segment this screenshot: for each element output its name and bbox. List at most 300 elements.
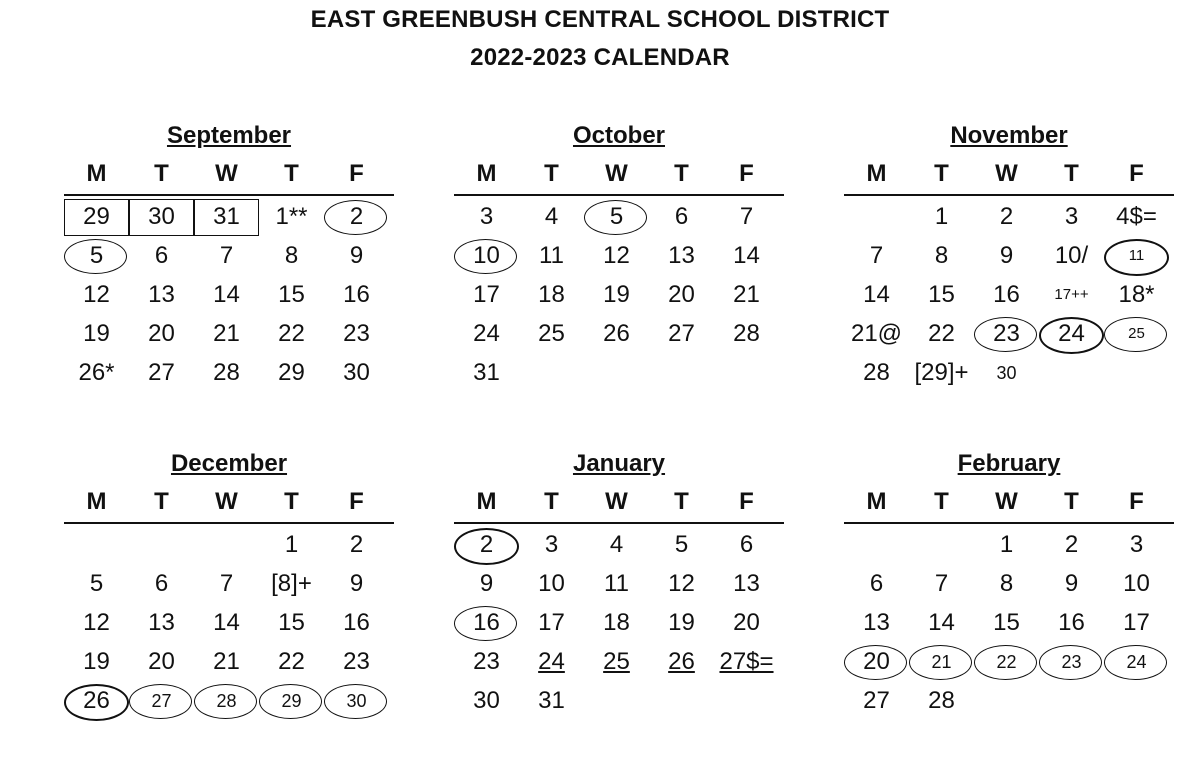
day-label: 14: [733, 242, 760, 269]
day-label: 15: [278, 609, 305, 636]
day-cell: [194, 199, 259, 235]
day-label: 7: [739, 203, 754, 230]
day-label: 1: [934, 203, 949, 230]
day-label: 26: [83, 687, 110, 714]
day-cell: [129, 683, 194, 719]
day-cell: [909, 238, 974, 274]
day-cell: [1104, 566, 1169, 602]
day-cell: [129, 605, 194, 641]
day-cell: [64, 605, 129, 641]
day-cell: [649, 527, 714, 563]
day-label: 16: [343, 281, 370, 308]
day-label: 16: [343, 609, 370, 636]
day-label: 17++: [1054, 286, 1089, 303]
day-label: 7: [869, 242, 884, 269]
day-label: 28: [928, 687, 955, 714]
day-label: 28: [733, 320, 760, 347]
day-cell: [714, 316, 779, 352]
day-label: 5: [674, 531, 689, 558]
day-cell: [649, 605, 714, 641]
weekday-header: T: [1064, 488, 1079, 515]
day-cell: [1039, 277, 1104, 313]
header-rule: [844, 522, 1174, 524]
day-label: 24: [1126, 652, 1147, 672]
day-label: 10/: [1054, 242, 1089, 269]
day-label: 17: [1123, 609, 1150, 636]
day-cell: [844, 644, 909, 680]
day-label: 21: [213, 320, 240, 347]
day-label: 9: [349, 242, 364, 269]
day-cell: [974, 566, 1039, 602]
day-label: 30: [996, 363, 1017, 383]
day-cell: [1104, 277, 1169, 313]
day-label: 22: [278, 648, 305, 675]
month-calendar-february: [844, 449, 1174, 749]
day-label: 22: [278, 320, 305, 347]
day-label: [29]+: [914, 359, 969, 386]
day-label: 2: [479, 531, 494, 558]
day-label: 24: [538, 648, 565, 675]
day-label: 20: [148, 648, 175, 675]
weekday-header: W: [995, 488, 1018, 515]
day-label: 5: [609, 203, 624, 230]
day-cell: [909, 566, 974, 602]
weekday-header: T: [544, 488, 559, 515]
day-label: 30: [343, 359, 370, 386]
day-cell: [259, 277, 324, 313]
day-label: 12: [668, 570, 695, 597]
weekday-header: W: [215, 160, 238, 187]
day-cell: [519, 683, 584, 719]
day-label: 2: [1064, 531, 1079, 558]
day-cell: [324, 316, 389, 352]
day-label: 2: [349, 531, 364, 558]
day-cell: [64, 316, 129, 352]
day-cell: [519, 605, 584, 641]
month-name: September: [166, 122, 292, 149]
day-label: 30: [148, 203, 175, 230]
day-cell: [194, 605, 259, 641]
day-label: 4: [544, 203, 559, 230]
day-label: 13: [148, 281, 175, 308]
day-cell: [584, 644, 649, 680]
day-label: 14: [863, 281, 890, 308]
day-cell: [974, 277, 1039, 313]
day-label: 8: [934, 242, 949, 269]
day-cell: [844, 238, 909, 274]
day-cell: [519, 199, 584, 235]
day-label: 11: [1128, 247, 1145, 264]
day-label: 21: [213, 648, 240, 675]
day-label: 6: [869, 570, 884, 597]
calendar-title: 2022-2023 CALENDAR: [470, 44, 730, 71]
day-label: 23: [993, 320, 1020, 347]
day-cell: [519, 277, 584, 313]
day-cell: [909, 683, 974, 719]
day-label: 15: [928, 281, 955, 308]
day-label: 10: [473, 242, 500, 269]
month-calendar-january: [454, 449, 784, 749]
month-name: December: [170, 450, 288, 477]
day-cell: [64, 355, 129, 391]
day-label: 31: [213, 203, 240, 230]
day-label: 3: [1064, 203, 1079, 230]
day-cell: [194, 644, 259, 680]
day-cell: [909, 199, 974, 235]
month-name: November: [950, 122, 1068, 149]
weekday-header: F: [1129, 488, 1144, 515]
day-label: 20: [668, 281, 695, 308]
day-cell: [324, 683, 389, 719]
weekday-header: M: [476, 488, 497, 515]
day-cell: [584, 605, 649, 641]
day-cell: [844, 355, 909, 391]
day-cell: [194, 355, 259, 391]
weekday-header: F: [739, 488, 754, 515]
weekday-header: T: [284, 160, 299, 187]
day-label: 6: [154, 242, 169, 269]
day-cell: [974, 316, 1039, 352]
day-label: 10: [538, 570, 565, 597]
day-label: 27$=: [719, 648, 774, 675]
day-label: 19: [83, 320, 110, 347]
day-cell: [194, 238, 259, 274]
day-label: 12: [83, 609, 110, 636]
day-cell: [454, 683, 519, 719]
day-cell: [324, 527, 389, 563]
day-cell: [909, 644, 974, 680]
weekday-header: F: [1129, 160, 1144, 187]
header-rule: [64, 194, 394, 196]
day-cell: [64, 566, 129, 602]
weekday-header: T: [674, 160, 689, 187]
day-cell: [64, 277, 129, 313]
weekday-header: M: [866, 160, 887, 187]
day-label: 19: [83, 648, 110, 675]
day-cell: [1104, 199, 1169, 235]
day-cell: [1039, 199, 1104, 235]
day-label: 9: [1064, 570, 1079, 597]
day-cell: [259, 238, 324, 274]
day-cell: [324, 238, 389, 274]
day-label: 15: [278, 281, 305, 308]
day-cell: [649, 199, 714, 235]
day-label: 9: [479, 570, 494, 597]
weekday-header: T: [154, 488, 169, 515]
day-cell: [584, 527, 649, 563]
day-label: 25: [603, 648, 630, 675]
day-cell: [844, 683, 909, 719]
day-cell: [844, 316, 909, 352]
day-cell: [519, 238, 584, 274]
day-cell: [129, 644, 194, 680]
day-cell: [714, 605, 779, 641]
day-label: 23: [473, 648, 500, 675]
day-label: 6: [154, 570, 169, 597]
day-cell: [259, 683, 324, 719]
day-cell: [1039, 316, 1104, 352]
day-cell: [129, 316, 194, 352]
day-cell: [129, 199, 194, 235]
day-label: 7: [934, 570, 949, 597]
day-label: 12: [603, 242, 630, 269]
day-cell: [64, 683, 129, 719]
day-label: [8]+: [271, 570, 312, 597]
day-cell: [324, 199, 389, 235]
day-cell: [259, 644, 324, 680]
header-rule: [64, 522, 394, 524]
day-cell: [1104, 644, 1169, 680]
day-cell: [714, 199, 779, 235]
day-label: 9: [349, 570, 364, 597]
weekday-header: T: [674, 488, 689, 515]
day-label: 13: [863, 609, 890, 636]
day-cell: [519, 316, 584, 352]
weekday-header: W: [995, 160, 1018, 187]
day-cell: [844, 277, 909, 313]
day-cell: [324, 605, 389, 641]
day-label: 9: [999, 242, 1014, 269]
day-cell: [454, 277, 519, 313]
day-label: 26: [668, 648, 695, 675]
day-cell: [649, 316, 714, 352]
day-cell: [1039, 605, 1104, 641]
day-cell: [974, 527, 1039, 563]
day-cell: [454, 644, 519, 680]
day-cell: [324, 644, 389, 680]
day-label: 26*: [78, 359, 115, 386]
day-label: 20: [863, 648, 890, 675]
day-cell: [974, 238, 1039, 274]
weekday-header: F: [349, 488, 364, 515]
day-label: 24: [473, 320, 500, 347]
day-label: 13: [148, 609, 175, 636]
day-label: 21@: [850, 320, 903, 347]
day-cell: [714, 527, 779, 563]
day-cell: [259, 527, 324, 563]
day-cell: [129, 277, 194, 313]
day-cell: [649, 238, 714, 274]
header-rule: [454, 522, 784, 524]
day-cell: [1104, 527, 1169, 563]
day-label: 13: [733, 570, 760, 597]
day-label: 19: [603, 281, 630, 308]
day-label: 18: [538, 281, 565, 308]
day-cell: [974, 644, 1039, 680]
weekday-header: M: [86, 160, 107, 187]
day-label: 2: [349, 203, 364, 230]
day-cell: [1104, 316, 1169, 352]
day-label: 23: [343, 648, 370, 675]
day-cell: [194, 277, 259, 313]
day-label: 14: [928, 609, 955, 636]
day-label: 29: [83, 203, 110, 230]
day-cell: [909, 277, 974, 313]
day-cell: [454, 199, 519, 235]
month-name: February: [957, 450, 1061, 477]
day-label: 16: [993, 281, 1020, 308]
weekday-header: M: [866, 488, 887, 515]
day-cell: [324, 355, 389, 391]
day-cell: [454, 566, 519, 602]
weekday-header: T: [284, 488, 299, 515]
day-label: 27: [863, 687, 890, 714]
district-title: EAST GREENBUSH CENTRAL SCHOOL DISTRICT: [310, 6, 890, 33]
day-label: 23: [1061, 652, 1082, 672]
day-label: 31: [473, 359, 500, 386]
day-label: 12: [83, 281, 110, 308]
day-cell: [519, 566, 584, 602]
day-cell: [194, 683, 259, 719]
day-label: 18*: [1118, 281, 1155, 308]
day-cell: [454, 238, 519, 274]
day-label: 19: [668, 609, 695, 636]
day-cell: [1104, 238, 1169, 274]
day-label: 8: [284, 242, 299, 269]
day-label: 29: [278, 359, 305, 386]
day-cell: [1104, 605, 1169, 641]
day-cell: [584, 566, 649, 602]
day-label: 22: [928, 320, 955, 347]
day-label: 11: [604, 570, 629, 597]
day-cell: [519, 527, 584, 563]
day-cell: [714, 644, 779, 680]
day-cell: [454, 316, 519, 352]
day-cell: [1039, 527, 1104, 563]
month-name: January: [572, 450, 666, 477]
day-cell: [454, 355, 519, 391]
day-cell: [909, 316, 974, 352]
day-label: 21: [931, 652, 952, 672]
weekday-header: F: [349, 160, 364, 187]
day-cell: [194, 316, 259, 352]
day-cell: [584, 199, 649, 235]
day-label: 24: [1058, 320, 1085, 347]
weekday-header: T: [1064, 160, 1079, 187]
day-cell: [649, 644, 714, 680]
day-label: 26: [603, 320, 630, 347]
weekday-header: F: [739, 160, 754, 187]
day-label: 28: [216, 691, 237, 711]
day-cell: [519, 644, 584, 680]
day-label: 5: [89, 242, 104, 269]
day-cell: [64, 644, 129, 680]
day-cell: [64, 238, 129, 274]
day-cell: [584, 238, 649, 274]
day-cell: [909, 355, 974, 391]
day-cell: [714, 238, 779, 274]
weekday-header: W: [605, 160, 628, 187]
header-rule: [844, 194, 1174, 196]
day-cell: [974, 605, 1039, 641]
day-cell: [1039, 238, 1104, 274]
day-label: 6: [739, 531, 754, 558]
day-label: 30: [346, 691, 367, 711]
day-label: 1: [999, 531, 1014, 558]
day-label: 25: [1128, 325, 1145, 342]
day-cell: [844, 605, 909, 641]
day-label: 27: [668, 320, 695, 347]
month-calendar-september: [64, 121, 394, 421]
day-cell: [974, 355, 1039, 391]
day-cell: [584, 277, 649, 313]
day-label: 20: [733, 609, 760, 636]
day-label: 1: [284, 531, 299, 558]
month-name: October: [572, 122, 665, 149]
day-cell: [259, 605, 324, 641]
header-rule: [454, 194, 784, 196]
day-label: 1**: [275, 203, 308, 230]
day-label: 11: [539, 242, 564, 269]
day-label: 4$=: [1116, 203, 1157, 230]
day-label: 7: [219, 242, 234, 269]
day-label: 17: [538, 609, 565, 636]
day-label: 28: [213, 359, 240, 386]
day-label: 21: [733, 281, 760, 308]
day-label: 10: [1123, 570, 1150, 597]
weekday-header: M: [86, 488, 107, 515]
day-label: 8: [999, 570, 1014, 597]
weekday-header: T: [154, 160, 169, 187]
day-cell: [844, 566, 909, 602]
day-label: 15: [993, 609, 1020, 636]
day-label: 2: [999, 203, 1014, 230]
day-cell: [129, 238, 194, 274]
day-label: 14: [213, 609, 240, 636]
day-label: 30: [473, 687, 500, 714]
weekday-header: W: [605, 488, 628, 515]
weekday-header: T: [544, 160, 559, 187]
weekday-header: T: [934, 488, 949, 515]
day-cell: [194, 566, 259, 602]
day-cell: [259, 566, 324, 602]
day-label: 16: [1058, 609, 1085, 636]
day-label: 27: [151, 691, 172, 711]
day-label: 28: [863, 359, 890, 386]
day-cell: [324, 277, 389, 313]
day-label: 14: [213, 281, 240, 308]
day-label: 5: [89, 570, 104, 597]
day-cell: [649, 566, 714, 602]
day-label: 31: [538, 687, 565, 714]
day-cell: [1039, 566, 1104, 602]
day-cell: [714, 277, 779, 313]
day-cell: [974, 199, 1039, 235]
day-label: 4: [609, 531, 624, 558]
day-cell: [64, 199, 129, 235]
day-label: 3: [1129, 531, 1144, 558]
day-label: 23: [343, 320, 370, 347]
day-cell: [649, 277, 714, 313]
day-label: 25: [538, 320, 565, 347]
day-label: 16: [473, 609, 500, 636]
month-calendar-october: [454, 121, 784, 421]
day-cell: [259, 199, 324, 235]
day-cell: [454, 605, 519, 641]
day-cell: [714, 566, 779, 602]
day-cell: [259, 355, 324, 391]
day-label: 13: [668, 242, 695, 269]
day-cell: [909, 605, 974, 641]
day-cell: [259, 316, 324, 352]
day-label: 22: [996, 652, 1017, 672]
day-cell: [454, 527, 519, 563]
day-cell: [324, 566, 389, 602]
day-label: 3: [479, 203, 494, 230]
day-label: 18: [603, 609, 630, 636]
day-cell: [1039, 644, 1104, 680]
day-label: 20: [148, 320, 175, 347]
